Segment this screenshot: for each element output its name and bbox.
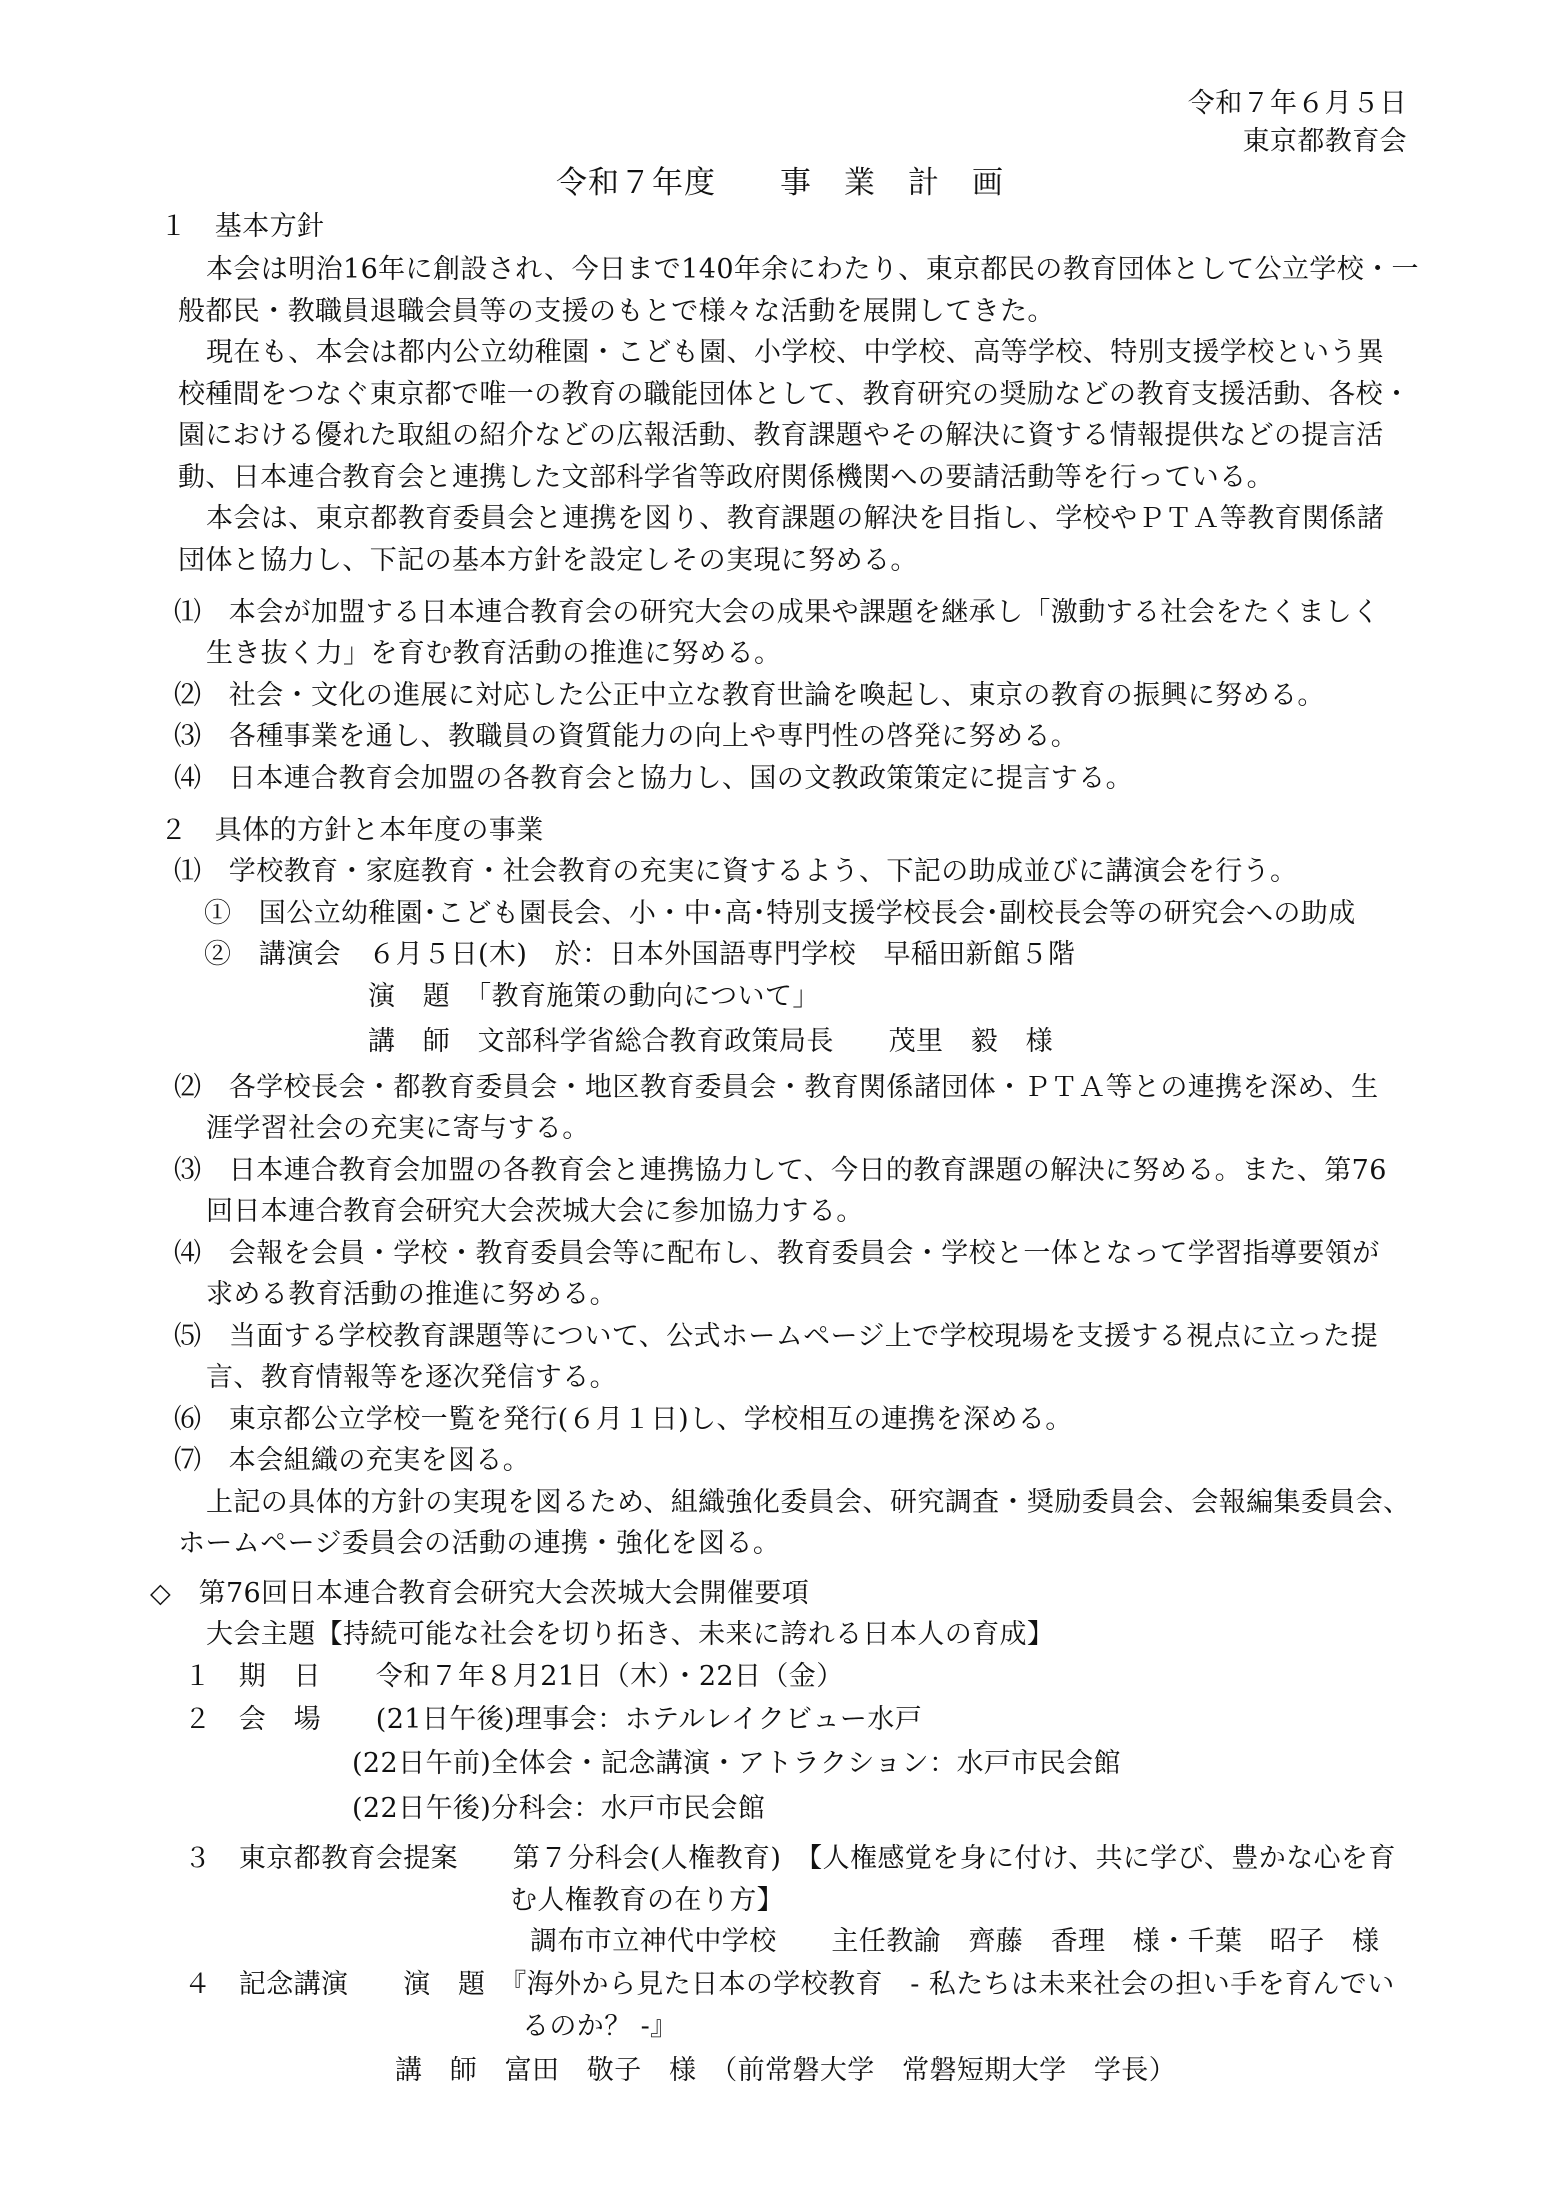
list-item: ⑷ 日本連合教育会加盟の各教育会と協力し、国の文教政策策定に提言する。 xyxy=(174,763,1133,794)
section-heading-policy-and-projects: ２ 具体的方針と本年度の事業 xyxy=(160,815,544,846)
conference-proposal: ３ 東京都教育会提案 第７分科会(人権教育) 【人権感覚を身に付け、共に学び、豊かな心を育 xyxy=(184,1843,1396,1874)
conference-proposal-presenters: 調布市立神代中学校 主任教諭 齊藤 香理 様・千葉 昭子 様 xyxy=(530,1926,1380,1957)
list-item: ⑵ 各学校長会・都教育委員会・地区教育委員会・教育関係諸団体・ＰＴＡ等との連携を深め、生 xyxy=(174,1072,1379,1103)
closing-paragraph-line: 上記の具体的方針の実現を図るため、組織強化委員会、研究調査・奨励委員会、会報編集委員会、 xyxy=(206,1487,1411,1518)
conference-proposal-continuation: む人権教育の在り方】 xyxy=(510,1885,784,1916)
closing-paragraph-line: ホームページ委員会の活動の連携・強化を図る。 xyxy=(178,1528,781,1559)
conference-venue: (22日午後)分科会：水戸市民会館 xyxy=(352,1793,766,1824)
paragraph-line: 般都民・教職員退職会員等の支援のもとで様々な活動を展開してきた。 xyxy=(178,296,1055,327)
conference-lecture-speaker: 講 師 富田 敬子 様 （前常磐大学 常磐短期大学 学長） xyxy=(395,2055,1177,2086)
conference-lecture-continuation: るのか？ -』 xyxy=(522,2011,678,2042)
paragraph-line: 校種間をつなぐ東京都で唯一の教育の職能団体として、教育研究の奨励などの教育支援活動、各校・ xyxy=(178,379,1411,410)
list-item: ⑵ 社会・文化の進展に対応した公正中立な教育世論を喚起し、東京の教育の振興に努める。 xyxy=(174,680,1325,711)
lecture-topic: 演 題 「教育施策の動向について」 xyxy=(368,981,820,1012)
list-item-continuation: 涯学習社会の充実に寄与する。 xyxy=(206,1113,590,1144)
conference-date: １ 期 日 令和７年８月21日（木）・22日（金） xyxy=(184,1661,844,1692)
paragraph-line: 団体と協力し、下記の基本方針を設定しその実現に努める。 xyxy=(178,545,918,576)
document-date: 令和７年６月５日 xyxy=(1187,88,1407,119)
paragraph-line: 本会は明治16年に創設され、今日まで140年余にわたり、東京都民の教育団体として公立学校・一 xyxy=(206,254,1419,285)
list-item: ⑺ 本会組織の充実を図る。 xyxy=(174,1445,531,1476)
list-item: ⑷ 会報を会員・学校・教育委員会等に配布し、教育委員会・学校と一体となって学習指導要領が xyxy=(174,1238,1380,1269)
conference-venue: (22日午前)全体会・記念講演・アトラクション：水戸市民会館 xyxy=(352,1748,1121,1779)
conference-theme: 大会主題【持続可能な社会を切り拓き、未来に誇れる日本人の育成】 xyxy=(206,1619,1055,1650)
paragraph-line: 動、日本連合教育会と連携した文部科学省等政府関係機関への要請活動等を行っている。 xyxy=(178,462,1274,493)
organization-name: 東京都教育会 xyxy=(1242,126,1407,157)
list-item-continuation: 生き抜く力」を育む教育活動の推進に努める。 xyxy=(206,638,782,669)
list-item: ⑸ 当面する学校教育課題等について、公式ホームページ上で学校現場を支援する視点に立った提 xyxy=(174,1321,1378,1352)
list-item: ⑴ 学校教育・家庭教育・社会教育の充実に資するよう、下記の助成並びに講演会を行う。 xyxy=(174,856,1298,887)
list-item-continuation: 求める教育活動の推進に努める。 xyxy=(206,1279,617,1310)
conference-venue: ２ 会 場 (21日午後)理事会：ホテルレイクビュー水戸 xyxy=(184,1704,923,1735)
lecture-speaker: 講 師 文部科学省総合教育政策局長 茂里 毅 様 xyxy=(368,1026,1053,1057)
conference-heading: ◇ 第76回日本連合教育会研究大会茨城大会開催要項 xyxy=(150,1578,810,1609)
sub-item-lecture: ② 講演会 ６月５日(木) 於：日本外国語専門学校 早稲田新館５階 xyxy=(204,939,1076,970)
list-item: ⑶ 日本連合教育会加盟の各教育会と連携協力して、今日的教育課題の解決に努める。また、第76 xyxy=(174,1155,1387,1186)
list-item-continuation: 回日本連合教育会研究大会茨城大会に参加協力する。 xyxy=(206,1196,864,1227)
paragraph-line: 本会は、東京都教育委員会と連携を図り、教育課題の解決を目指し、学校やＰＴＡ等教育関係諸 xyxy=(206,503,1385,534)
sub-item-grants: ① 国公立幼稚園･こども園長会、小・中･高･特別支援学校長会･副校長会等の研究会への助成 xyxy=(204,898,1356,929)
list-item: ⑶ 各種事業を通し、教職員の資質能力の向上や専門性の啓発に努める。 xyxy=(174,721,1079,752)
paragraph-line: 現在も、本会は都内公立幼稚園・こども園、小学校、中学校、高等学校、特別支援学校という異 xyxy=(206,337,1385,368)
conference-lecture: ４ 記念講演 演 題 『海外から見た日本の学校教育 ‐ 私たちは未来社会の担い手を育んでい xyxy=(184,1969,1395,2000)
list-item-continuation: 言、教育情報等を逐次発信する。 xyxy=(206,1362,617,1393)
paragraph-line: 園における優れた取組の紹介などの広報活動、教育課題やその解決に資する情報提供などの提言活 xyxy=(178,420,1384,451)
page-title: 令和７年度 事 業 計 画 xyxy=(556,165,1004,201)
list-item: ⑹ 東京都公立学校一覧を発行(６月１日)し、学校相互の連携を深める。 xyxy=(174,1404,1073,1435)
list-item: ⑴ 本会が加盟する日本連合教育会の研究大会の成果や課題を継承し「激動する社会をたくましく xyxy=(174,597,1380,628)
section-heading-basic-policy: １ 基本方針 xyxy=(160,211,325,242)
